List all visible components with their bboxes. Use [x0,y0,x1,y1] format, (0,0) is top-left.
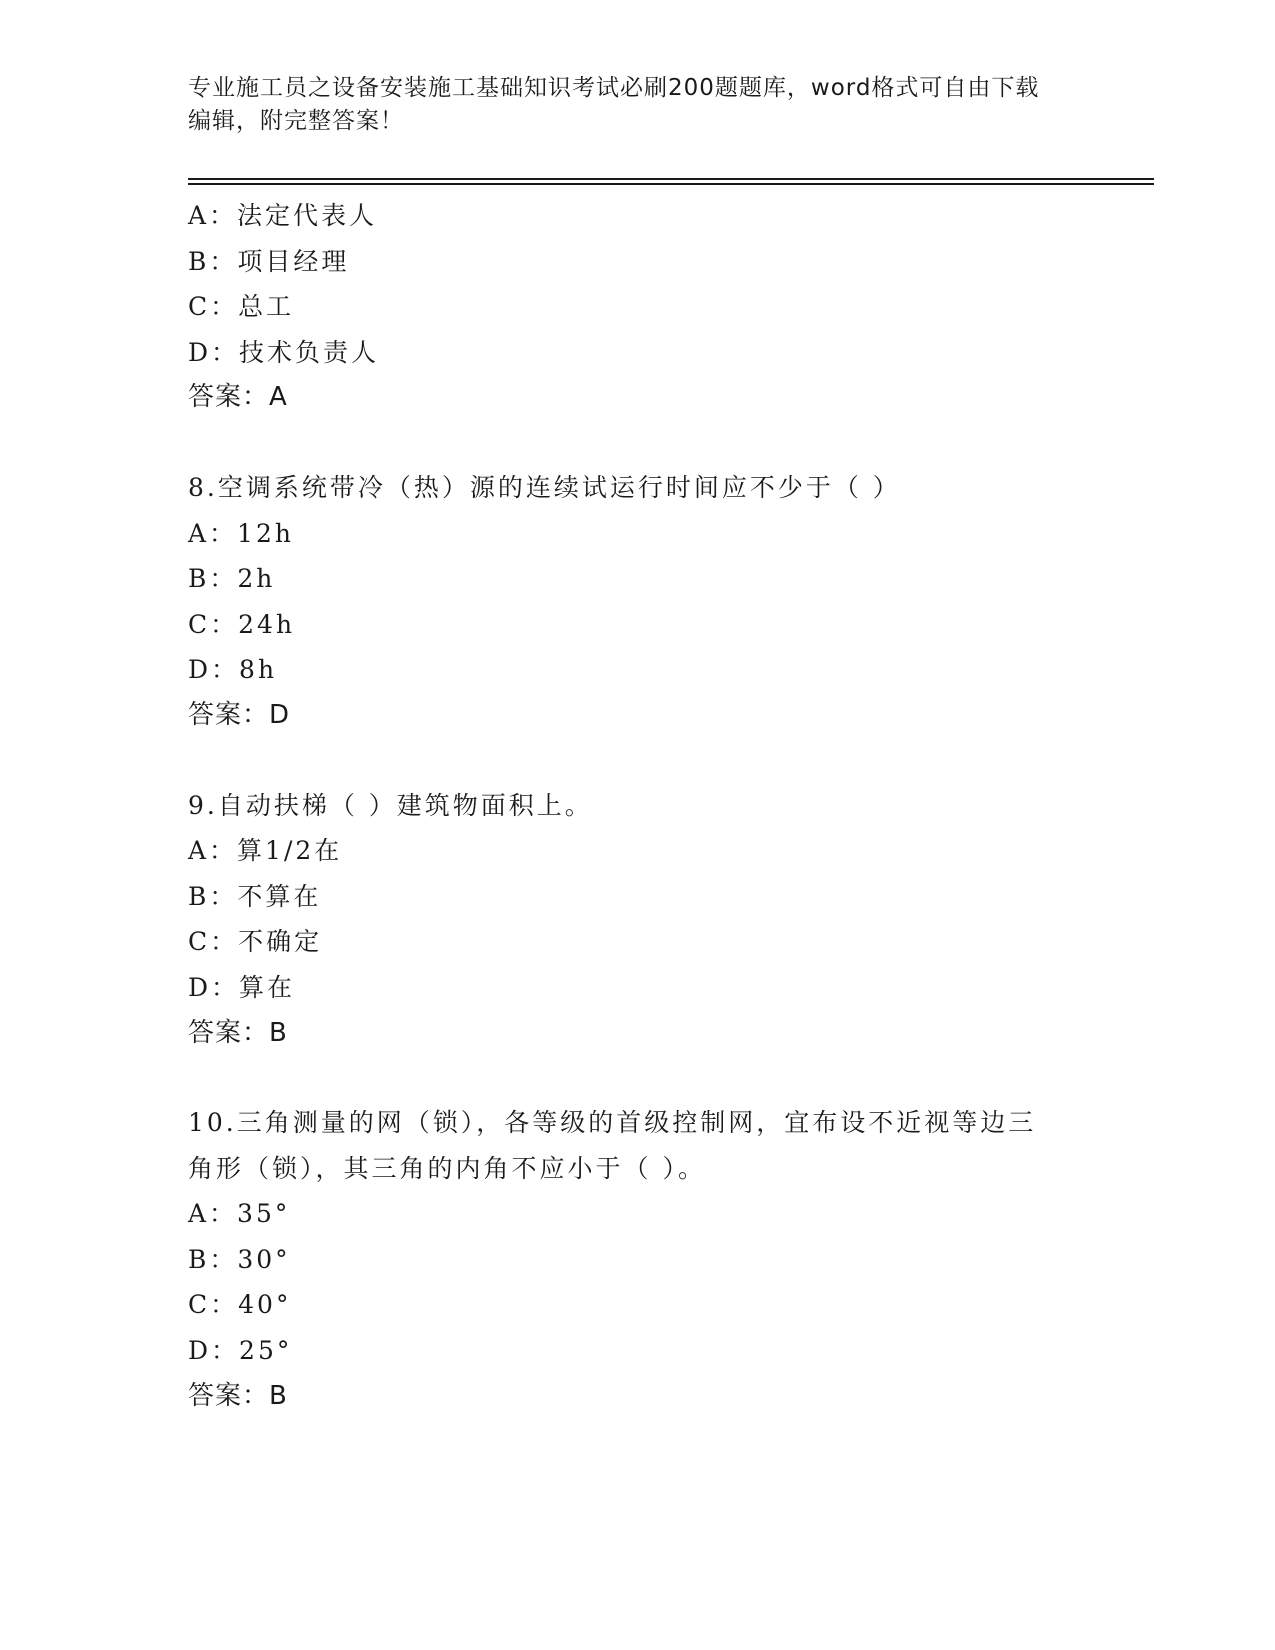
question-10-block [188,1100,1088,1419]
q8-answer: 答案：D [188,699,291,730]
spacer [188,1056,1088,1100]
q8-option-d: D：8h [188,655,278,685]
q9-option-d: D：算在 [188,972,296,1002]
q10-option-b: B：30° [188,1244,291,1274]
q8-option-b: B：2h [188,564,276,594]
q7-answer: 答案：A [188,382,288,413]
q8-option-c: C：24h [188,609,296,639]
q9-option-b: B：不算在 [188,881,322,911]
q10-option-c: C：40° [188,1290,292,1320]
header-title-line-2: 编辑，附完整答案！ [188,108,404,134]
q9-answer: 答案：B [188,1017,288,1048]
q10-option-a: A：35° [188,1199,291,1229]
q7-option-b: B：项目经理 [188,246,350,276]
document-header [188,72,1088,138]
q10-answer: 答案：B [188,1380,288,1411]
question-7-block [188,193,1088,421]
question-8-block [188,465,1088,739]
q9-question: 9.自动扶梯（ ）建筑物面积上。 [188,790,593,820]
q10-question-line-1: 10.三角测量的网（锁），各等级的首级控制网，宜布设不近视等边三 [188,1108,1037,1138]
q9-option-c: C：不确定 [188,927,323,957]
header-divider-top [188,178,1154,180]
spacer [188,739,1088,783]
header-divider-bottom [188,183,1154,185]
q7-option-a: A：法定代表人 [188,201,378,230]
header-title-line-1: 专业施工员之设备安装施工基础知识考试必刷200题题库，word格式可自由下载 [188,75,1040,101]
q8-question: 8.空调系统带冷（热）源的连续试运行时间应不少于（ ） [188,472,901,502]
q10-option-d: D：25° [188,1336,293,1366]
q8-option-a: A：12h [188,518,294,548]
spacer [188,421,1088,465]
q7-option-d: D：技术负责人 [188,337,380,367]
q7-option-c: C：总工 [188,292,295,322]
question-list [188,193,1088,1419]
q10-question-line-2: 角形（锁），其三角的内角不应小于（ ）。 [188,1153,706,1183]
question-9-block [188,783,1088,1057]
q9-option-a: A：算1/2在 [188,836,343,866]
